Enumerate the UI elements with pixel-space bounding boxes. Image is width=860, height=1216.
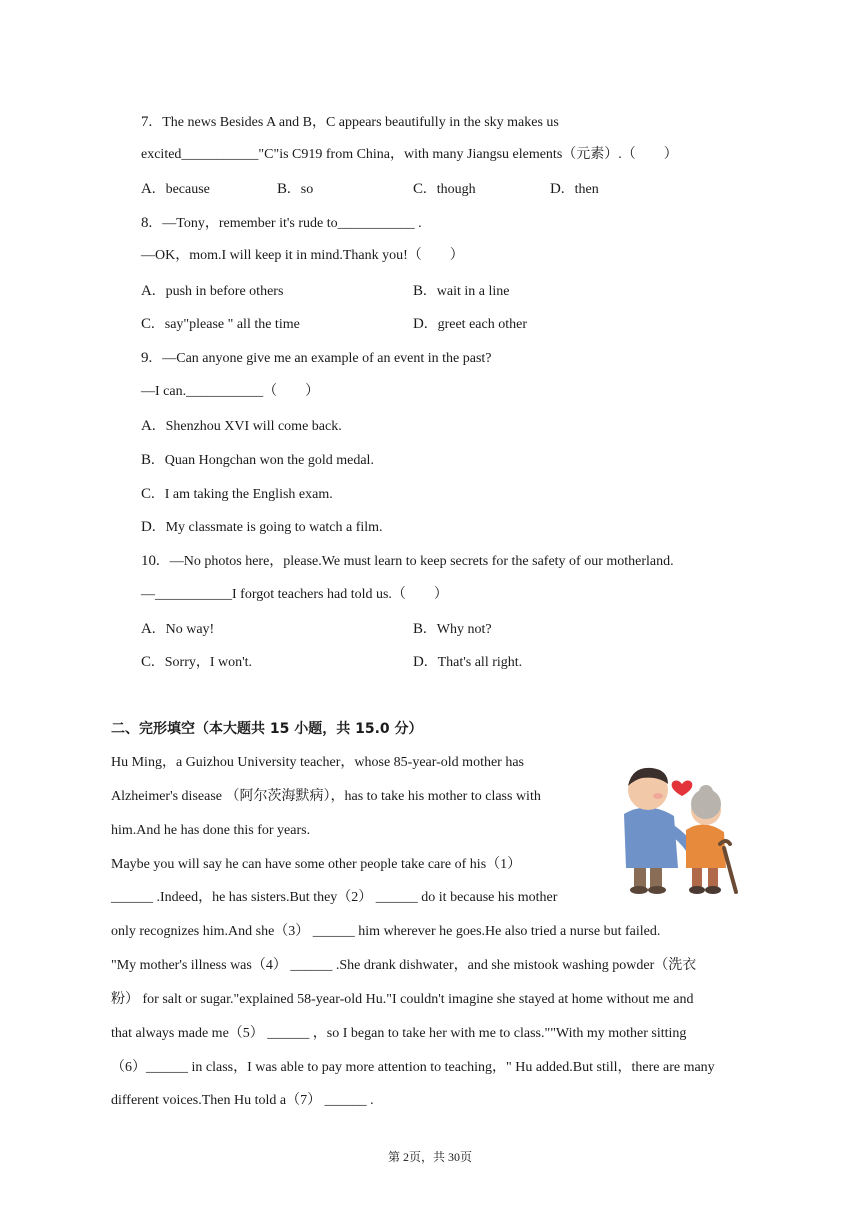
passage-line: （6）______ in class，I was able to pay more attention to teaching，" Hu added.But still，there are many bbox=[111, 1060, 715, 1075]
passage-line: Maybe you will say he can have some other people take care of his（1） bbox=[111, 857, 522, 872]
question-number: 8. bbox=[141, 215, 153, 231]
option-b: B. Quan Hongchan won the gold medal. bbox=[141, 452, 374, 468]
option-b: B. Why not? bbox=[413, 621, 492, 637]
option-a: A. No way! bbox=[141, 621, 215, 637]
option-c: C. Sorry，I won't. bbox=[141, 654, 253, 670]
option-b: B. so bbox=[277, 181, 314, 197]
question-7-line-2: excited___________"C"is C919 from China，with many Jiangsu elements（元素）.（ ） bbox=[141, 147, 678, 162]
option-d: D. then bbox=[550, 181, 599, 197]
page-footer: 第 2页，共 30页 bbox=[387, 1150, 472, 1164]
option-a: A. Shenzhou XVI will come back. bbox=[141, 418, 342, 434]
heart-icon bbox=[672, 780, 693, 796]
question-9-line-2: —I can.___________（ ） bbox=[141, 384, 320, 399]
passage-line: ______ .Indeed，he has sisters.But they（2） ______ do it because his mother bbox=[111, 890, 558, 905]
question-number: 7. bbox=[141, 114, 153, 130]
passage-line: 粉） for salt or sugar."explained 58-year-old Hu."I couldn't imagine she stayed at home without me and bbox=[111, 992, 694, 1007]
option-a: A. push in before others bbox=[141, 283, 284, 299]
passage-line: "My mother's illness was（4） ______ .She drank dishwater，and she mistook washing powder（洗衣 bbox=[111, 958, 697, 973]
option-c: C. I am taking the English exam. bbox=[141, 486, 333, 502]
passage-line: him.And he has done this for years. bbox=[111, 823, 311, 838]
section-title: 二、完形填空（本大题共 15 小题，共 15.0 分） bbox=[111, 721, 423, 737]
passage-line: different voices.Then Hu told a（7） ______ . bbox=[111, 1093, 374, 1108]
option-b: B. wait in a line bbox=[413, 283, 510, 299]
passage-line: that always made me（5） ______ ，so I began to take her with me to class.""With my mother sitting bbox=[111, 1026, 687, 1041]
option-c: C. say"please " all the time bbox=[141, 316, 300, 332]
question-8-line-2: —OK，mom.I will keep it in mind.Thank you!（ ） bbox=[141, 248, 464, 263]
question-number: 10. bbox=[141, 553, 160, 569]
option-d: D. That's all right. bbox=[413, 654, 523, 670]
question-number: 9. bbox=[141, 350, 153, 366]
question-7-line-1: 7. The news Besides A and B，C appears beautifully in the sky makes us bbox=[141, 114, 559, 130]
question-8-line-1: 8. —Tony，remember it's rude to___________ . bbox=[141, 215, 422, 231]
question-10-line-1: 10. —No photos here，please.We must learn to keep secrets for the safety of our motherland. bbox=[141, 553, 674, 569]
question-10-line-2: —___________I forgot teachers had told us.（ ） bbox=[141, 587, 448, 602]
option-d: D. greet each other bbox=[413, 316, 527, 332]
son-and-mother-illustration bbox=[612, 752, 754, 898]
question-9-line-1: 9. —Can anyone give me an example of an event in the past? bbox=[141, 350, 492, 366]
passage-line: Hu Ming，a Guizhou University teacher，whose 85-year-old mother has bbox=[111, 755, 524, 770]
option-a: A. because bbox=[141, 181, 210, 197]
passage-line: only recognizes him.And she（3） ______ him wherever he goes.He also tried a nurse but failed. bbox=[111, 924, 661, 939]
option-c: C. though bbox=[413, 181, 476, 197]
option-d: D. My classmate is going to watch a film. bbox=[141, 519, 383, 535]
passage-line: Alzheimer's disease （阿尔茨海默病），has to take his mother to class with bbox=[111, 789, 541, 804]
